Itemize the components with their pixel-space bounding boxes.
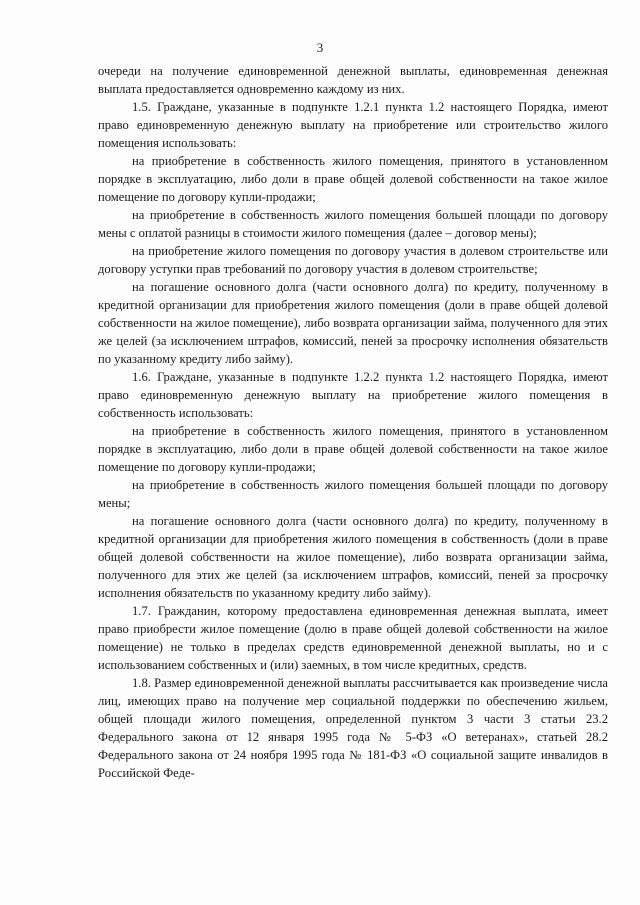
paragraph-1-5-item-purchase: на приобретение в собственность жилого помещения, принятого в установленном порядке в эксплуатацию, либо доли в праве общей долевой собственности на такое жилое помещение по договору купли-продажи; [98,154,608,204]
paragraph-1-5-item-shared-construction: на приобретение жилого помещения по договору участия в долевом строительстве или договору уступки прав требований по договору участия в долевом строительстве; [98,244,608,276]
paragraph-1-6-item-purchase: на приобретение в собственность жилого помещения, принятого в установленном порядке в эксплуатацию, либо доли в праве общей долевой собственности на такое жилое помещение по договору купли-продажи; [98,424,608,474]
paragraph-1-8: 1.8. Размер единовременной денежной выплаты рассчитывается как произведение числа лиц, имеющих право на получение мер социальной поддержки по обеспечению жильем, общей площади жилого помещения, определенной пунктом 3 части 3 статьи 23.2 Федерального закона от 12 января 1995 года № 5-ФЗ «О ветеранах», статьей 28.2 Федерального закона от 24 ноября 1995 года № 181-ФЗ «О социальной защите инвалидов в Российской Феде- [98,676,608,780]
page-number: 3 [316,40,324,55]
paragraph-1-5-item-exchange: на приобретение в собственность жилого помещения большей площади по договору мены с оплатой разницы в стоимости жилого помещения (далее – договор мены); [98,208,608,240]
document-body [98,62,608,782]
paragraph-1-5: 1.5. Граждане, указанные в подпункте 1.2.1 пункта 1.2 настоящего Порядка, имеют право единовременную денежную выплату на приобретение или строительство жилого помещения использовать: [98,100,608,150]
paragraph-1-6-item-loan-repayment: на погашение основного долга (части основного долга) по кредиту, полученному в кредитной организации для приобретения жилого помещения в собственность (доли в праве общей долевой собственности на жилое помещение), либо возврата организации займа, полученного для этих же целей (за исключением штрафов, комиссий, пеней за просрочку исполнения обязательств по указанному кредиту либо займу). [98,514,608,600]
paragraph-1-6: 1.6. Граждане, указанные в подпункте 1.2.2 пункта 1.2 настоящего Порядка, имеют право единовременную денежную выплату на приобретение жилого помещения в собственность использовать: [98,370,608,420]
paragraph-1-7: 1.7. Гражданин, которому предоставлена единовременная денежная выплата, имеет право приобрести жилое помещение (долю в праве общей долевой собственности на жилое помещение) не только в пределах средств единовременной денежной выплаты, но и с использованием собственных и (или) заемных, в том числе кредитных, средств. [98,604,608,672]
paragraph-1-6-item-exchange: на приобретение в собственность жилого помещения большей площади по договору мены; [98,478,608,510]
paragraph-1-5-item-loan-repayment: на погашение основного долга (части основного долга) по кредиту, полученному в кредитной организации для приобретения жилого помещения (доли в праве общей долевой собственности на жилое помещение), либо возврата организации займа, полученного для этих же целей (за исключением штрафов, комиссий, пеней за просрочку исполнения обязательств по указанному кредиту либо займу). [98,280,608,366]
paragraph-continuation: очереди на получение единовременной денежной выплаты, единовременная денежная выплата предоставляется одновременно каждому из них. [98,64,608,96]
